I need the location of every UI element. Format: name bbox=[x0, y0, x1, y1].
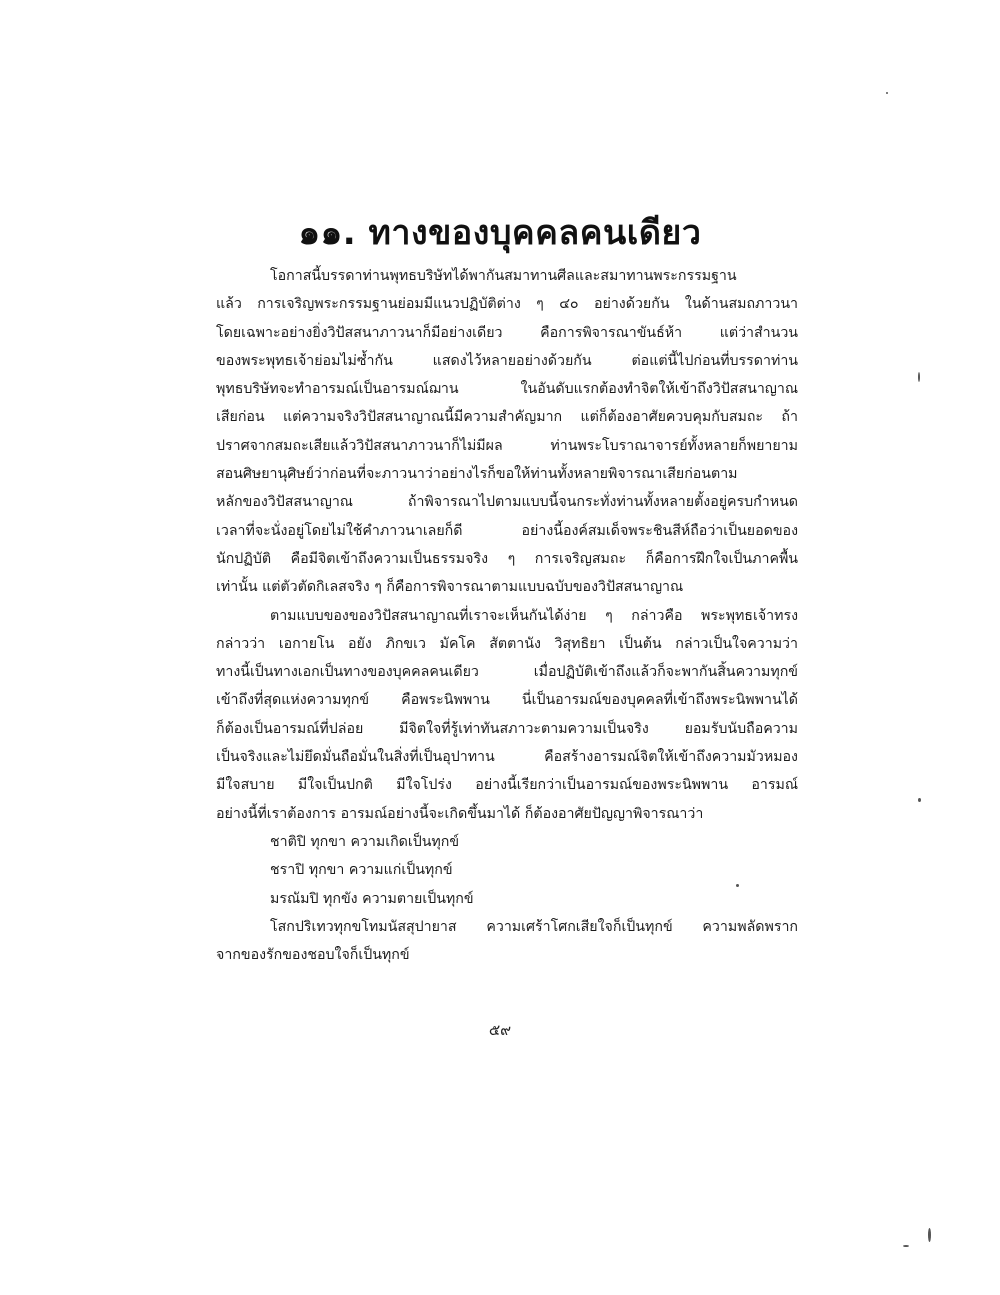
text-line: ทางนี้เป็นทางเอกเป็นทางของบุคคลคนเดียว เมื่อปฏิบัติเข้าถึงแล้วก็จะพากันสิ้นความทุกข์ bbox=[216, 664, 798, 681]
text-line: โอกาสนี้บรรดาท่านพุทธบริษัทได้พากันสมาทานศีลและสมาทานพระกรรมฐาน bbox=[270, 268, 737, 284]
text-line: เข้าถึงที่สุดแห่งความทุกข์ คือพระนิพพาน นี่เป็นอารมณ์ของบุคคลที่เข้าถึงพระนิพพานได้ bbox=[216, 692, 798, 709]
text-line: ปราศจากสมถะเสียแล้ววิปัสสนาภาวนาก็ไม่มีผล ท่านพระโบราณาจารย์ทั้งหลายก็พยายาม bbox=[216, 437, 798, 454]
scan-speck bbox=[886, 92, 888, 94]
text-line: เสียก่อน แต่ความจริงวิปัสสนาญาณนี้มีความสำคัญมาก แต่ก็ต้องอาศัยควบคุมกับสมถะ ถ้า bbox=[216, 409, 798, 426]
scan-speck bbox=[918, 798, 921, 802]
scan-speck bbox=[903, 1245, 909, 1247]
verse-line: ชาติปิ ทุกขา ความเกิดเป็นทุกข์ bbox=[270, 833, 460, 850]
text-line: จากของรักของชอบใจก็เป็นทุกข์ bbox=[216, 947, 410, 964]
text-line: อย่างนี้ที่เราต้องการ อารมณ์อย่างนี้จะเกิดขึ้นมาได้ ก็ต้องอาศัยปัญญาพิจารณาว่า bbox=[216, 805, 704, 822]
text-line: ของพระพุทธเจ้าย่อมไม่ซ้ำกัน แสดงไว้หลายอย่างด้วยกัน ต่อแต่นี้ไปก่อนที่บรรดาท่าน bbox=[216, 352, 798, 369]
text-line: พุทธบริษัทจะทำอารมณ์เป็นอารมณ์ฌาน ในอันดับแรกต้องทำจิตให้เข้าถึงวิปัสสนาญาณ bbox=[216, 381, 798, 398]
scan-speck bbox=[928, 1228, 931, 1242]
text-line: โดยเฉพาะอย่างยิ่งวิปัสสนาภาวนาก็มีอย่างเดียว คือการพิจารณาขันธ์ห้า แต่ว่าสำนวน bbox=[216, 324, 798, 341]
text-line: ก็ต้องเป็นอารมณ์ที่ปล่อย มีจิตใจที่รู้เท่าทันสภาวะตามความเป็นจริง ยอมรับนับถือความ bbox=[216, 720, 798, 737]
text-line: ตามแบบของของวิปัสสนาญาณที่เราจะเห็นกันได้ง่าย ๆ กล่าวคือ พระพุทธเจ้าทรง bbox=[270, 607, 798, 624]
verse-line: มรณัมปิ ทุกขัง ความตายเป็นทุกข์ bbox=[270, 890, 474, 907]
text-line: เป็นจริงและไม่ยึดมั่นถือมั่นในสิ่งที่เป็นอุปาทาน คือสร้างอารมณ์จิตให้เข้าถึงความมัวหมอง bbox=[216, 749, 798, 766]
text-line: สอนศิษยานุศิษย์ว่าก่อนที่จะภาวนาว่าอย่างไรก็ขอให้ท่านทั้งหลายพิจารณาเสียก่อนตาม bbox=[216, 466, 738, 483]
scan-speck bbox=[736, 884, 739, 887]
text-line: มีใจสบาย มีใจเป็นปกติ มีใจโปร่ง อย่างนี้เรียกว่าเป็นอารมณ์ของพระนิพพาน อารมณ์ bbox=[216, 777, 798, 794]
text-line: เท่านั้น แต่ตัวตัดกิเลสจริง ๆ ก็คือการพิจารณาตามแบบฉบับของวิปัสสนาญาณ bbox=[216, 579, 684, 596]
chapter-title: ๑๑. ทางของบุคคลคนเดียว bbox=[298, 213, 702, 253]
body-text bbox=[216, 262, 798, 969]
page-number: ๕๙ bbox=[488, 1021, 512, 1039]
text-line: นักปฏิบัติ คือมีจิตเข้าถึงความเป็นธรรมจริง ๆ การเจริญสมถะ ก็คือการฝึกใจเป็นภาคพื้น bbox=[216, 550, 798, 567]
text-line: หลักของวิปัสสนาญาณ ถ้าพิจารณาไปตามแบบนี้จนกระทั่งท่านทั้งหลายตั้งอยู่ครบกำหนด bbox=[216, 494, 798, 511]
text-line: โสกปริเทวทุกขโทมนัสสุปายาส ความเศร้าโศกเสียใจก็เป็นทุกข์ ความพลัดพราก bbox=[270, 918, 798, 935]
text-line: กล่าวว่า เอกายโน อยัง ภิกขเว มัคโค สัตตานัง วิสุทธิยา เป็นต้น กล่าวเป็นใจความว่า bbox=[216, 635, 798, 652]
scan-speck bbox=[918, 372, 920, 382]
text-line: แล้ว การเจริญพระกรรมฐานย่อมมีแนวปฏิบัติต่าง ๆ ๔๐ อย่างด้วยกัน ในด้านสมถภาวนา bbox=[216, 296, 798, 313]
verse-line: ชราปิ ทุกขา ความแก่เป็นทุกข์ bbox=[270, 862, 453, 879]
text-line: เวลาที่จะนั่งอยู่โดยไม่ใช้คำภาวนาเลยก็ดี อย่างนี้องค์สมเด็จพระชินสีห์ถือว่าเป็นยอดของ bbox=[216, 522, 798, 539]
